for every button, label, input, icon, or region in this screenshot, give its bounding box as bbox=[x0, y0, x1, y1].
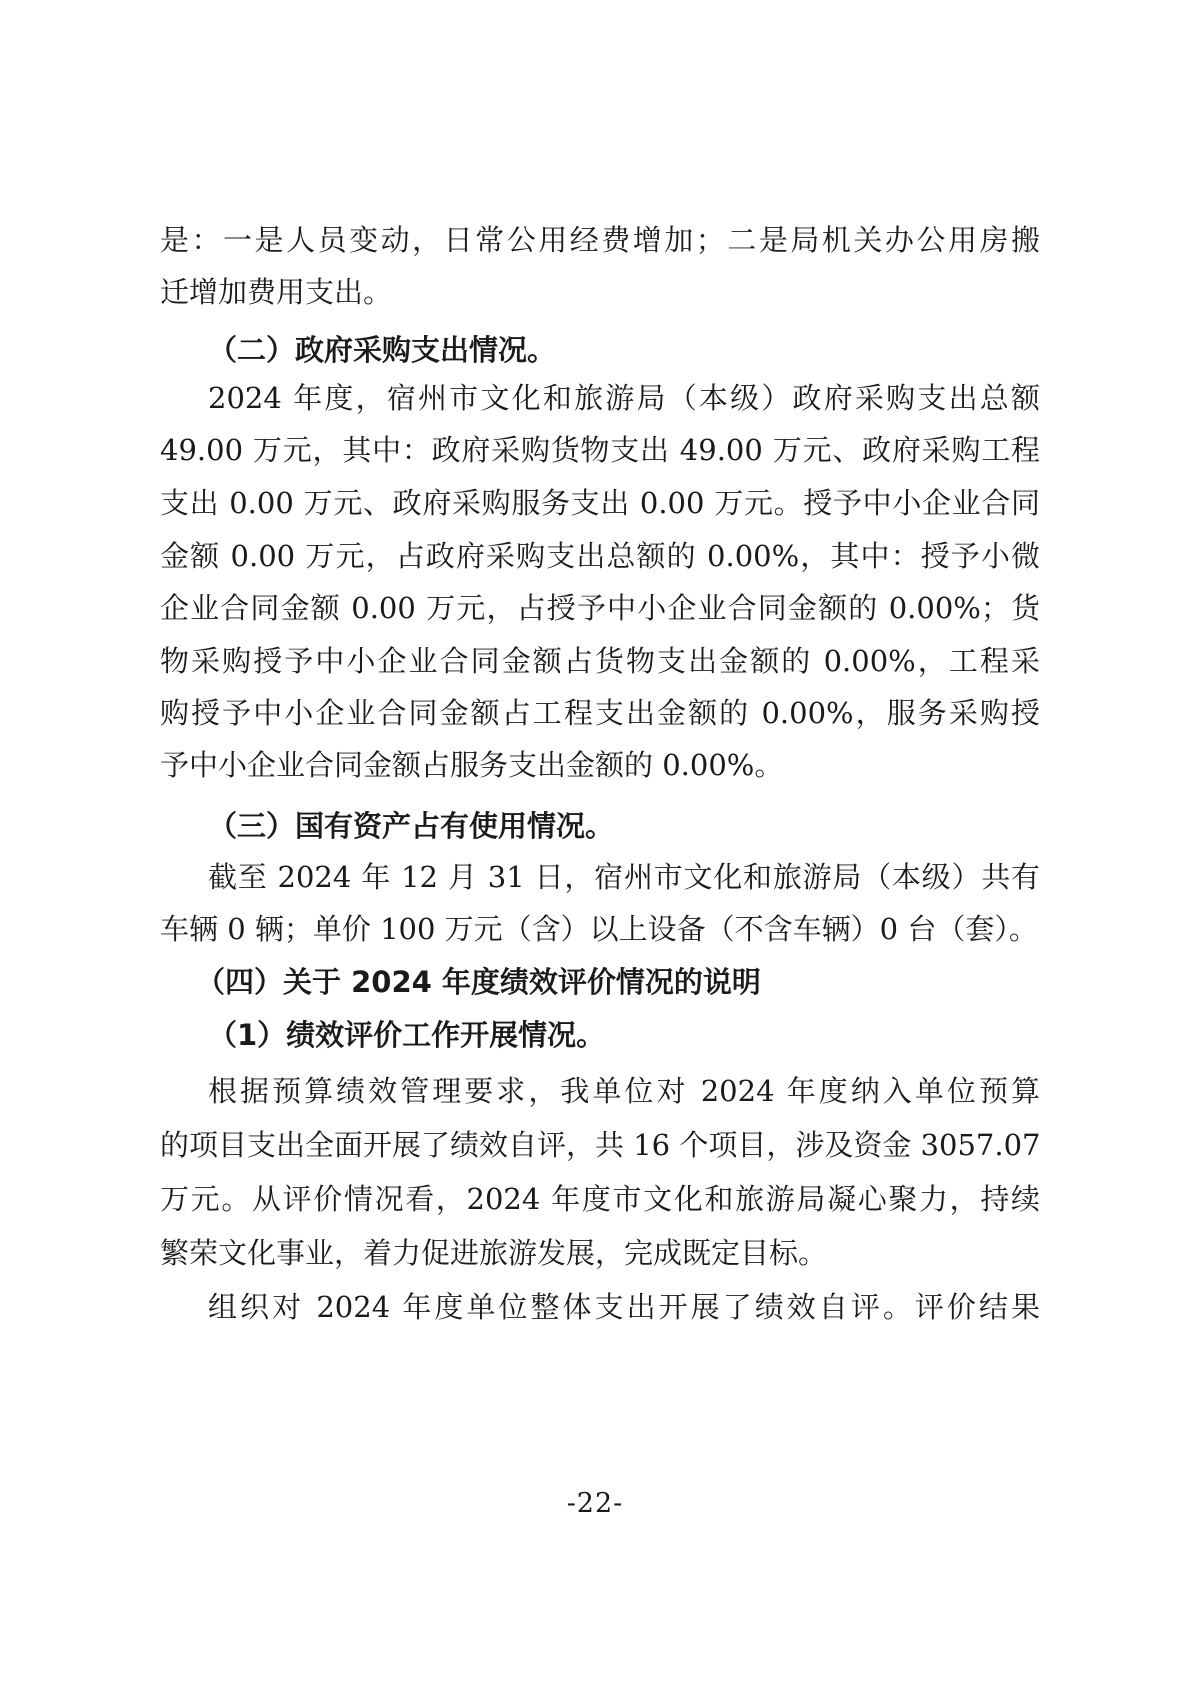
subsection-heading-evaluation: （1）绩效评价工作开展情况。 bbox=[208, 1018, 606, 1052]
paragraph-line: 车辆 0 辆；单价 100 万元（含）以上设备（不含车辆）0 台（套）。 bbox=[160, 912, 1038, 946]
paragraph-line: 支出 0.00 万元、政府采购服务支出 0.00 万元。授予中小企业合同 bbox=[160, 486, 1040, 520]
paragraph-line: 迁增加费用支出。 bbox=[160, 275, 393, 309]
section-heading-procurement: （二）政府采购支出情况。 bbox=[208, 333, 557, 367]
paragraph-line: 根据预算绩效管理要求，我单位对 2024 年度纳入单位预算 bbox=[208, 1074, 1040, 1108]
paragraph-line: 的项目支出全面开展了绩效自评，共 16 个项目，涉及资金 3057.07 bbox=[160, 1128, 1040, 1162]
paragraph-line: 金额 0.00 万元，占政府采购支出总额的 0.00%，其中：授予小微 bbox=[160, 539, 1040, 573]
paragraph-line: 予中小企业合同金额占服务支出金额的 0.00%。 bbox=[160, 748, 784, 782]
paragraph-line: 物采购授予中小企业合同金额占货物支出金额的 0.00%，工程采 bbox=[160, 644, 1040, 678]
paragraph-line: 组织对 2024 年度单位整体支出开展了绩效自评。评价结果 bbox=[208, 1290, 1040, 1324]
paragraph-line: 万元。从评价情况看，2024 年度市文化和旅游局凝心聚力，持续 bbox=[160, 1182, 1040, 1216]
section-heading-performance: （四）关于 2024 年度绩效评价情况的说明 bbox=[196, 965, 761, 999]
page-number: -22- bbox=[566, 1488, 624, 1519]
paragraph-line: 2024 年度，宿州市文化和旅游局（本级）政府采购支出总额 bbox=[208, 381, 1040, 415]
paragraph-line: 49.00 万元，其中：政府采购货物支出 49.00 万元、政府采购工程 bbox=[160, 433, 1040, 467]
paragraph-line: 截至 2024 年 12 月 31 日，宿州市文化和旅游局（本级）共有 bbox=[208, 860, 1040, 894]
section-heading-assets: （三）国有资产占有使用情况。 bbox=[208, 809, 615, 843]
paragraph-line: 繁荣文化事业，着力促进旅游发展，完成既定目标。 bbox=[160, 1236, 828, 1270]
paragraph-line: 是：一是人员变动，日常公用经费增加；二是局机关办公用房搬 bbox=[160, 223, 1040, 257]
paragraph-line: 购授予中小企业合同金额占工程支出金额的 0.00%，服务采购授 bbox=[160, 696, 1040, 730]
paragraph-line: 企业合同金额 0.00 万元，占授予中小企业合同金额的 0.00%；货 bbox=[160, 591, 1040, 625]
